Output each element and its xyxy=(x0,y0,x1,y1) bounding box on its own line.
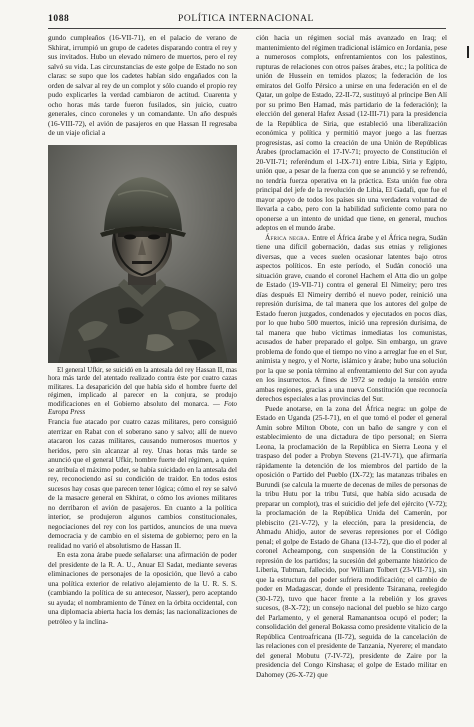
page-header xyxy=(48,14,444,26)
left-column xyxy=(48,34,237,627)
running-title: POLÍTICA INTERNACIONAL xyxy=(178,14,314,24)
right-column xyxy=(256,34,447,680)
left-paragraph-3: En esta zona árabe puede señalarse: una afirmación de poder del presidente de la R. A. U., Anuar El Sadat, mediante severas eliminaciones de personajes de la oposición, que llevó a cabo una política exterior de relativo alejamiento de la U. R. S. S. (cambiando la política de su antecesor, Nasser), pero aceptando su ayuda; el nombramiento de Túnez en la órbita occidental, con una diplomacia abierta hacia los demás; las nacionalizaciones de petróleo y la inclina- xyxy=(48,551,237,626)
caption-text: El general Ufkir, se suicidó en la antesala del rey Hassan II, mas hora más tarde del atentado realizado contra éste por cuatro cazas militares. La desaparición del que había sido el hombre fuerte del régimen, implicado al parecer en la conjura, se produjo modificaciones en el Gobierno absoluto del monarca. — xyxy=(48,366,237,408)
photo-general-ufkir xyxy=(48,145,237,363)
header-rule xyxy=(48,28,446,29)
page-number: 1088 xyxy=(48,14,70,24)
left-paragraph-1: gundo cumpleaños (16-VII-71), en el palacio de verano de Skhirat, irrumpió un grupo de cadetes disparando contra el rey y sus invitados. Hubo un elevado número de muertos, pero el rey salvó su vida. Las circunstancias de este golpe de Estado no son claras: se supo que los cadetes habían sido engañados con la orden de salvar al rey de un complot y sólo cuando el propio rey pudo explicarles la verdad cambiaron de actitud. Cuarenta y ocho horas más tarde fueron fusilados, sin juicio, cuatro generales, cinco coroneles y un comandante. Un año después (16-VIII-72), el avión de pasajeros en que Hassan II regresaba de un viaje oficial a xyxy=(48,34,237,137)
left-paragraph-2: Francia fue atacado por cuatro cazas militares, pero consiguió aterrizar en Rabat con el soberano sano y salvo; allí de nuevo atacaron los cazas militares, causando numerosos muertos y heridos, pero sin alcanzar al rey. Unas horas más tarde se anunció que el general Ufkir, hombre fuerte del régimen, a quien se atribuía el máximo poder, se había suicidado en la antesala del rey, reconociendo así su condición de traidor. En todos estos sucesos hay cosas que parecen tener lógica; cómo el rey se salvó de la masacre general en Skhirat, o cómo los aviones militares no derribaron el avión de pasajeros. En cuanto a la política interior, se produjeron algunos cambios constitucionales, negociaciones del rey con los partidos, anuncios de una nueva democracia y de cambio en el sistema de gobierno; pero en la realidad no varió el absolutismo de Hassan II. xyxy=(48,418,237,550)
photo-caption xyxy=(48,367,237,419)
right-paragraph-3: Puede anotarse, en la zona del África negra: un golpe de Estado en Uganda (25-I-71), en el que tomó el poder el general Amin sobre Milton Obote, con un baño de sangre y con el establecimiento de una dictadura de tipo personal; en Sierra Leona, la proclamación de la República en Sierra Leona y el traspaso del poder a Probyn Stevens (21-IV-71), que afirmaría rápidamente la detención de los miembros del partido de la oposición o Partido del Pueblo (IX-72); las matanzas tribales en Burundi (se calcula la muerte de decenas de miles de personas de la tribu Hutu por la tribu Tutsi, que había sido acusada de preparar un complot), tras el suicidio del jefe del ejército (V-72); la proclamación de la República Unida del Camerún, por plebiscito (21-V-72), y la elección, para la presidencia, de Ahmadu Ahidjo, autor de severas represiones por el Código penal; el golpe de Estado de Ghana (13-I-72), que dio el poder al coronel Acheampong, con suspensión de la Constitución y represión de los partidos; la sucesión del gobernante histórico de Liberia, Tubman, fallecido, por William Tolbert (23-VII-71), sin que la estructura del poder sufriera modificación; el cambio de poder en Madagascar, donde el presidente Tsiranana, reelegido (30-I-72), tuvo que hacer frente a la rebelión y los graves sucesos, (8-X-72); un consejo nacional del pueblo se hizo cargo del Parlamento, y el general Ramanantsoa ocupó el poder; la consolidación del general Bokassa como presidente vitalicio de la República Centroafricana (II-72), seguida de la cancelación de las relaciones con el presidente de Tanzania, Nyerere; el mandato del general Mobutu (7-IV-72), presidente de Zaire por la presidencia del Congo Kinshasa; el golpe de Estado militar en Dahomey (26-X-72) que xyxy=(256,404,447,679)
right-paragraph-1: ción hacia un régimen social más avanzado en Iraq; el mantenimiento del régimen tradicional islámico en Jordania, pese a numerosos complots, enfrentamientos con los palestinos, rupturas de relaciones con otros países árabes, etc.; la política de unión de Hussein en temidos plazos; la federación de los emiratos del Golfo Pérsico a unirse en una federación en el de Qatar, un golpe de Estado, 22-II-72, sustituyó al príncipe Ben Alí por su primo Ben Hamad, más partidario de la federación); la elección del general Hafez Assad (12-III-71) para la presidencia de la República de Siria, que estableció una liberalización económica y política y permitió mayor juego a las fuerzas progresistas, así como la creación de una Unión de Repúblicas Árabes (proclamación el 17-IV-71; proyecto de Constitución el 20-VII-71; referéndum el 1-IX-71) entre Libia, Siria y Egipto, unión que, a pesar de la fuerza con que se anunció y se refrendó, no tendría fuerza operativa en la práctica. Esta unión fue obra principal del jefe de la revolución de Libia, El Gadafi, que fue el mayor apoyo de todos los países sin una verdadera voluntad de llevarla a cabo, pero con la habilidad suficiente como para no oponerse a un intento de unidad que tiene, en general, muchos adeptos en el mundo árabe. xyxy=(256,34,447,232)
right-paragraph-2 xyxy=(256,234,447,405)
soldier-photo-illustration xyxy=(48,145,237,363)
photo-credit: Foto Europa Press xyxy=(48,400,237,417)
section-lead-africa-negra: África negra. xyxy=(265,233,310,242)
margin-mark xyxy=(467,46,469,58)
right-paragraph-2-text: Entre el África árabe y el África negra, Sudán tiene una difícil gobernación, dadas sus etnias y religiones diversas, que a veces suelen ocasionar latentes bajo otros aspectos políticos. En este período, el Sudán conoció una situación grave, cuando el coronel Hachem el Atta dio un golpe de Estado (19-VII-71) contra el general El Nimeiry; pero tres días después El Nimeiry derribó el nuevo poder, reinició una represión durísima, de tal manera que los autores del golpe de Estado fueron juzgados, condenados y ejecutados en pocos días, por lo que hubo 500 muertos, inició una represión durísima, de tal manera que hubo víctimas inmediatas los comunistas, acusados de haber preparado el golpe. Sin embargo, un grave problema de fondo que el tiempo no vino a arreglar fue en el Sur, animista y negro, y el Norte, islámico y árabe; hubo una solución por la que se ponía término al enfrentamiento del Sur con ayuda en los insurrectos. A fines de 1972 se redujo la tensión entre ambas regiones, gracias a una nueva Constitución que reconocía derechos especiales a las provincias del Sur. xyxy=(256,233,447,403)
